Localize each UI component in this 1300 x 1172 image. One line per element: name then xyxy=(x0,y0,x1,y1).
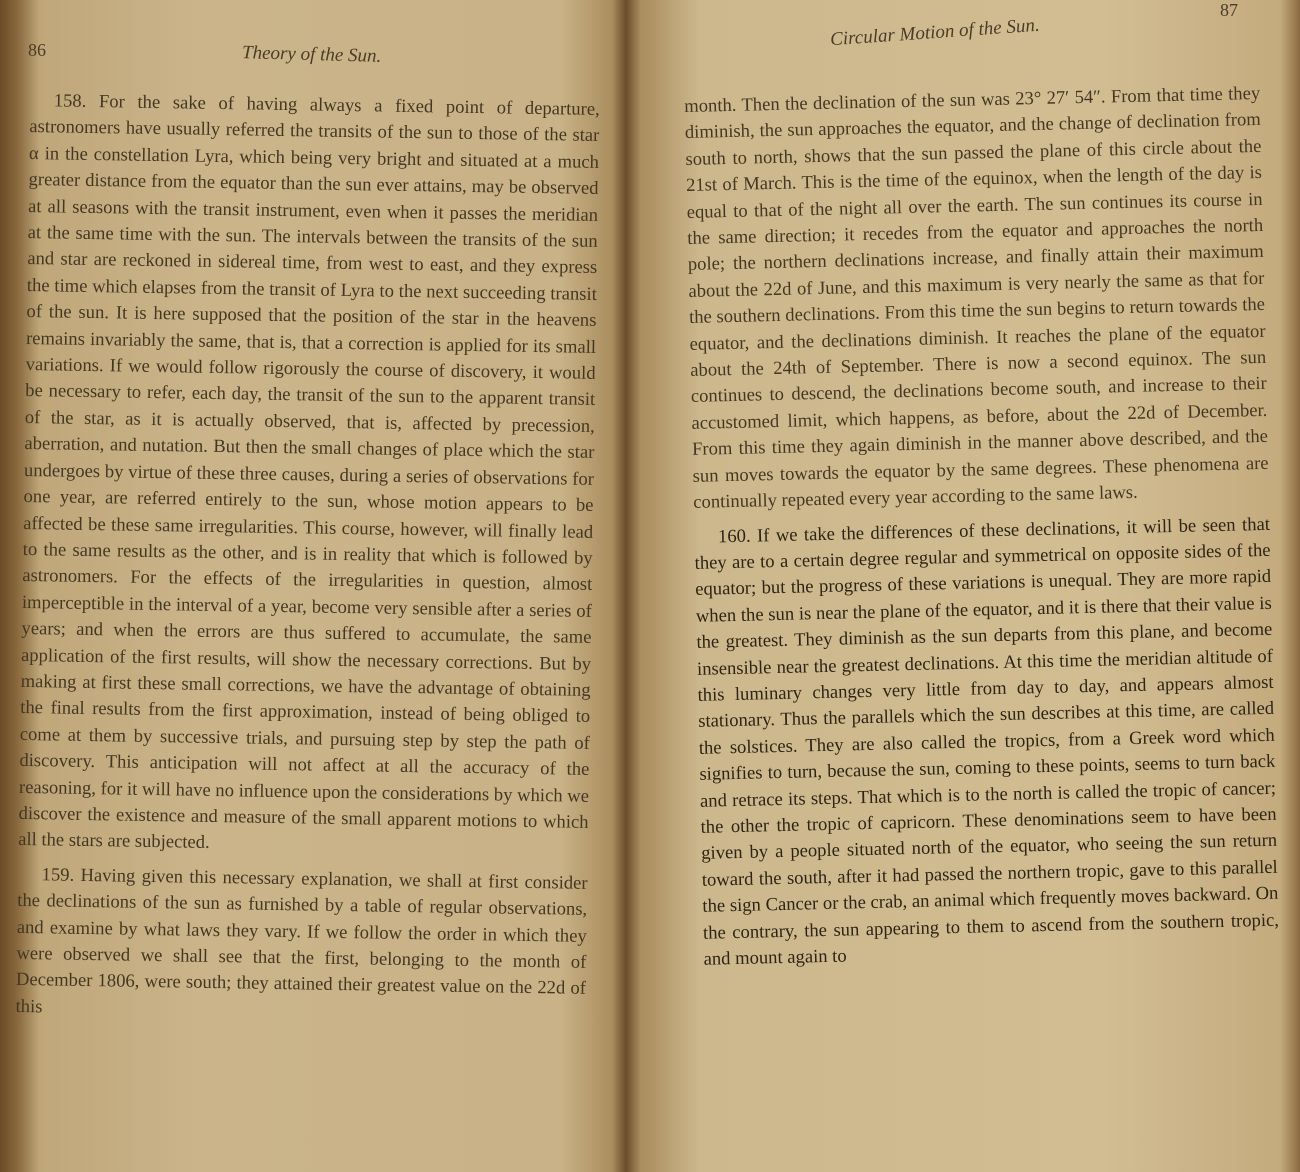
paragraph-160: 160. If we take the differences of these declinations, it will be seen that they are to a certain degree regular and symmetrical on opposite sides of the equator; but the progress of these variations is unequal. They are more rapid when the sun is near the plane of the equator, and it is there that their value is the greatest. They diminish as the sun departs from this plane, and become insensible near the greatest declinations. At this time the meridian altitude of this luminary changes very little from day to day, and appears almost stationary. Thus the parallels which the sun describes at this time, are called the solstices. They are also called the tropics, from a Greek word which signifies to turn, because the sun, coming to these points, seems to turn back and retrace its steps. That which is to the north is called the tropic of cancer; the other the tropic of capricorn. These denominations seem to have been given by a people situated north of the equator, who seeing the sun return toward the south, after it had passed the northern tropic, gave to this parallel the sign Cancer or the crab, an animal which frequently moves backward. On the contrary, the sun appearing to them to ascend from the southern tropic, and mount again to xyxy=(694,513,1280,970)
running-head: Circular Motion of the Sun. xyxy=(829,14,1041,51)
page-number: 87 xyxy=(1220,0,1238,20)
page-number: 86 xyxy=(28,40,46,60)
page-body xyxy=(684,81,1280,973)
paragraph-158: 158. For the sake of having always a fixed point of departure, astronomers have usually referred the transits of the sun to those of the star α in the constellation Lyra, which being very bright and situated at a much greater distance from the equator than the sun ever attains, may be observed at all seasons with the transit instrument, even when it passes the meridian at the same time with the sun. The intervals between the transits of the sun and star are reckoned in sidereal time, from west to east, and they express the time which elapses from the transit of Lyra to the next succeeding transit of the sun. It is here supposed that the position of the star in the heavens remains invariably the same, that is, that a correction is applied for its small variations. If we would follow rigorously the course of discovery, it would be necessary to refer, each day, the transit of the sun to the apparent transit of the star, as it is actually observed, that is, affected by precession, aberration, and nutation. But then the small changes of place which the star undergoes by virtue of these three causes, during a series of observations for one year, are referred entirely to the sun, whose motion appears to be affected be these same irregularities. This course, however, will finally lead to the same results as the other, and is in reality that which is followed by astronomers. For the effects of the irregularities in question, almost imperceptible in the interval of a year, become very sensible after a series of years; and when the errors are thus suffered to accumulate, the same application of the first results, will show the necessary corrections. But by making at first these small corrections, we have the advantage of obtaining the final results from the first approximation, instead of being obliged to come at them by successive trials, and pursuing step by step the path of discovery. This anticipation will not affect at all the accuracy of the reasoning, for it will have no influence upon the considerations by which we discover the existence and measure of the small apparent motions to which all the stars are subjected. xyxy=(18,90,600,854)
page-body xyxy=(15,88,600,1029)
paragraph-159-continued: month. Then the declination of the sun was 23° 27′ 54″. From that time they diminish, the sun approaches the equator, and the change of declination from south to north, shows that the sun passed the plane of this circle about the 21st of March. This is the time of the equinox, when the length of the day is equal to that of the night all over the earth. The sun continues its course in the same direction; it recedes from the equator and approaches the north pole; the northern declinations increase, and finally attain their maximum about the 22d of June, and this maximum is very nearly the same as that for the southern declinations. From this time the sun begins to return towards the equator, and the declinations diminish. It reaches the plane of the equator about the 24th of September. There is now a second equinox. The sun continues to descend, the declinations become south, and increase to their accustomed limit, which happens, as before, about the 22d of December. From this time they again diminish in the manner above described, and the sun moves towards the equator by the same degrees. These phenomena are continually repeated every year according to the same laws. xyxy=(684,82,1269,513)
paragraph-159: 159. Having given this necessary explanation, we shall at first consider the declinations of the sun as furnished by a table of regular observations, and examine by what laws they vary. If we follow the order in which they were observed we shall see that the first, belonging to the month of December 1806, were south; they attained their greatest value on the 22d of this xyxy=(15,864,588,1018)
right-page xyxy=(630,0,1300,1172)
running-head: Theory of the Sun. xyxy=(241,42,382,67)
left-page xyxy=(0,0,620,1172)
